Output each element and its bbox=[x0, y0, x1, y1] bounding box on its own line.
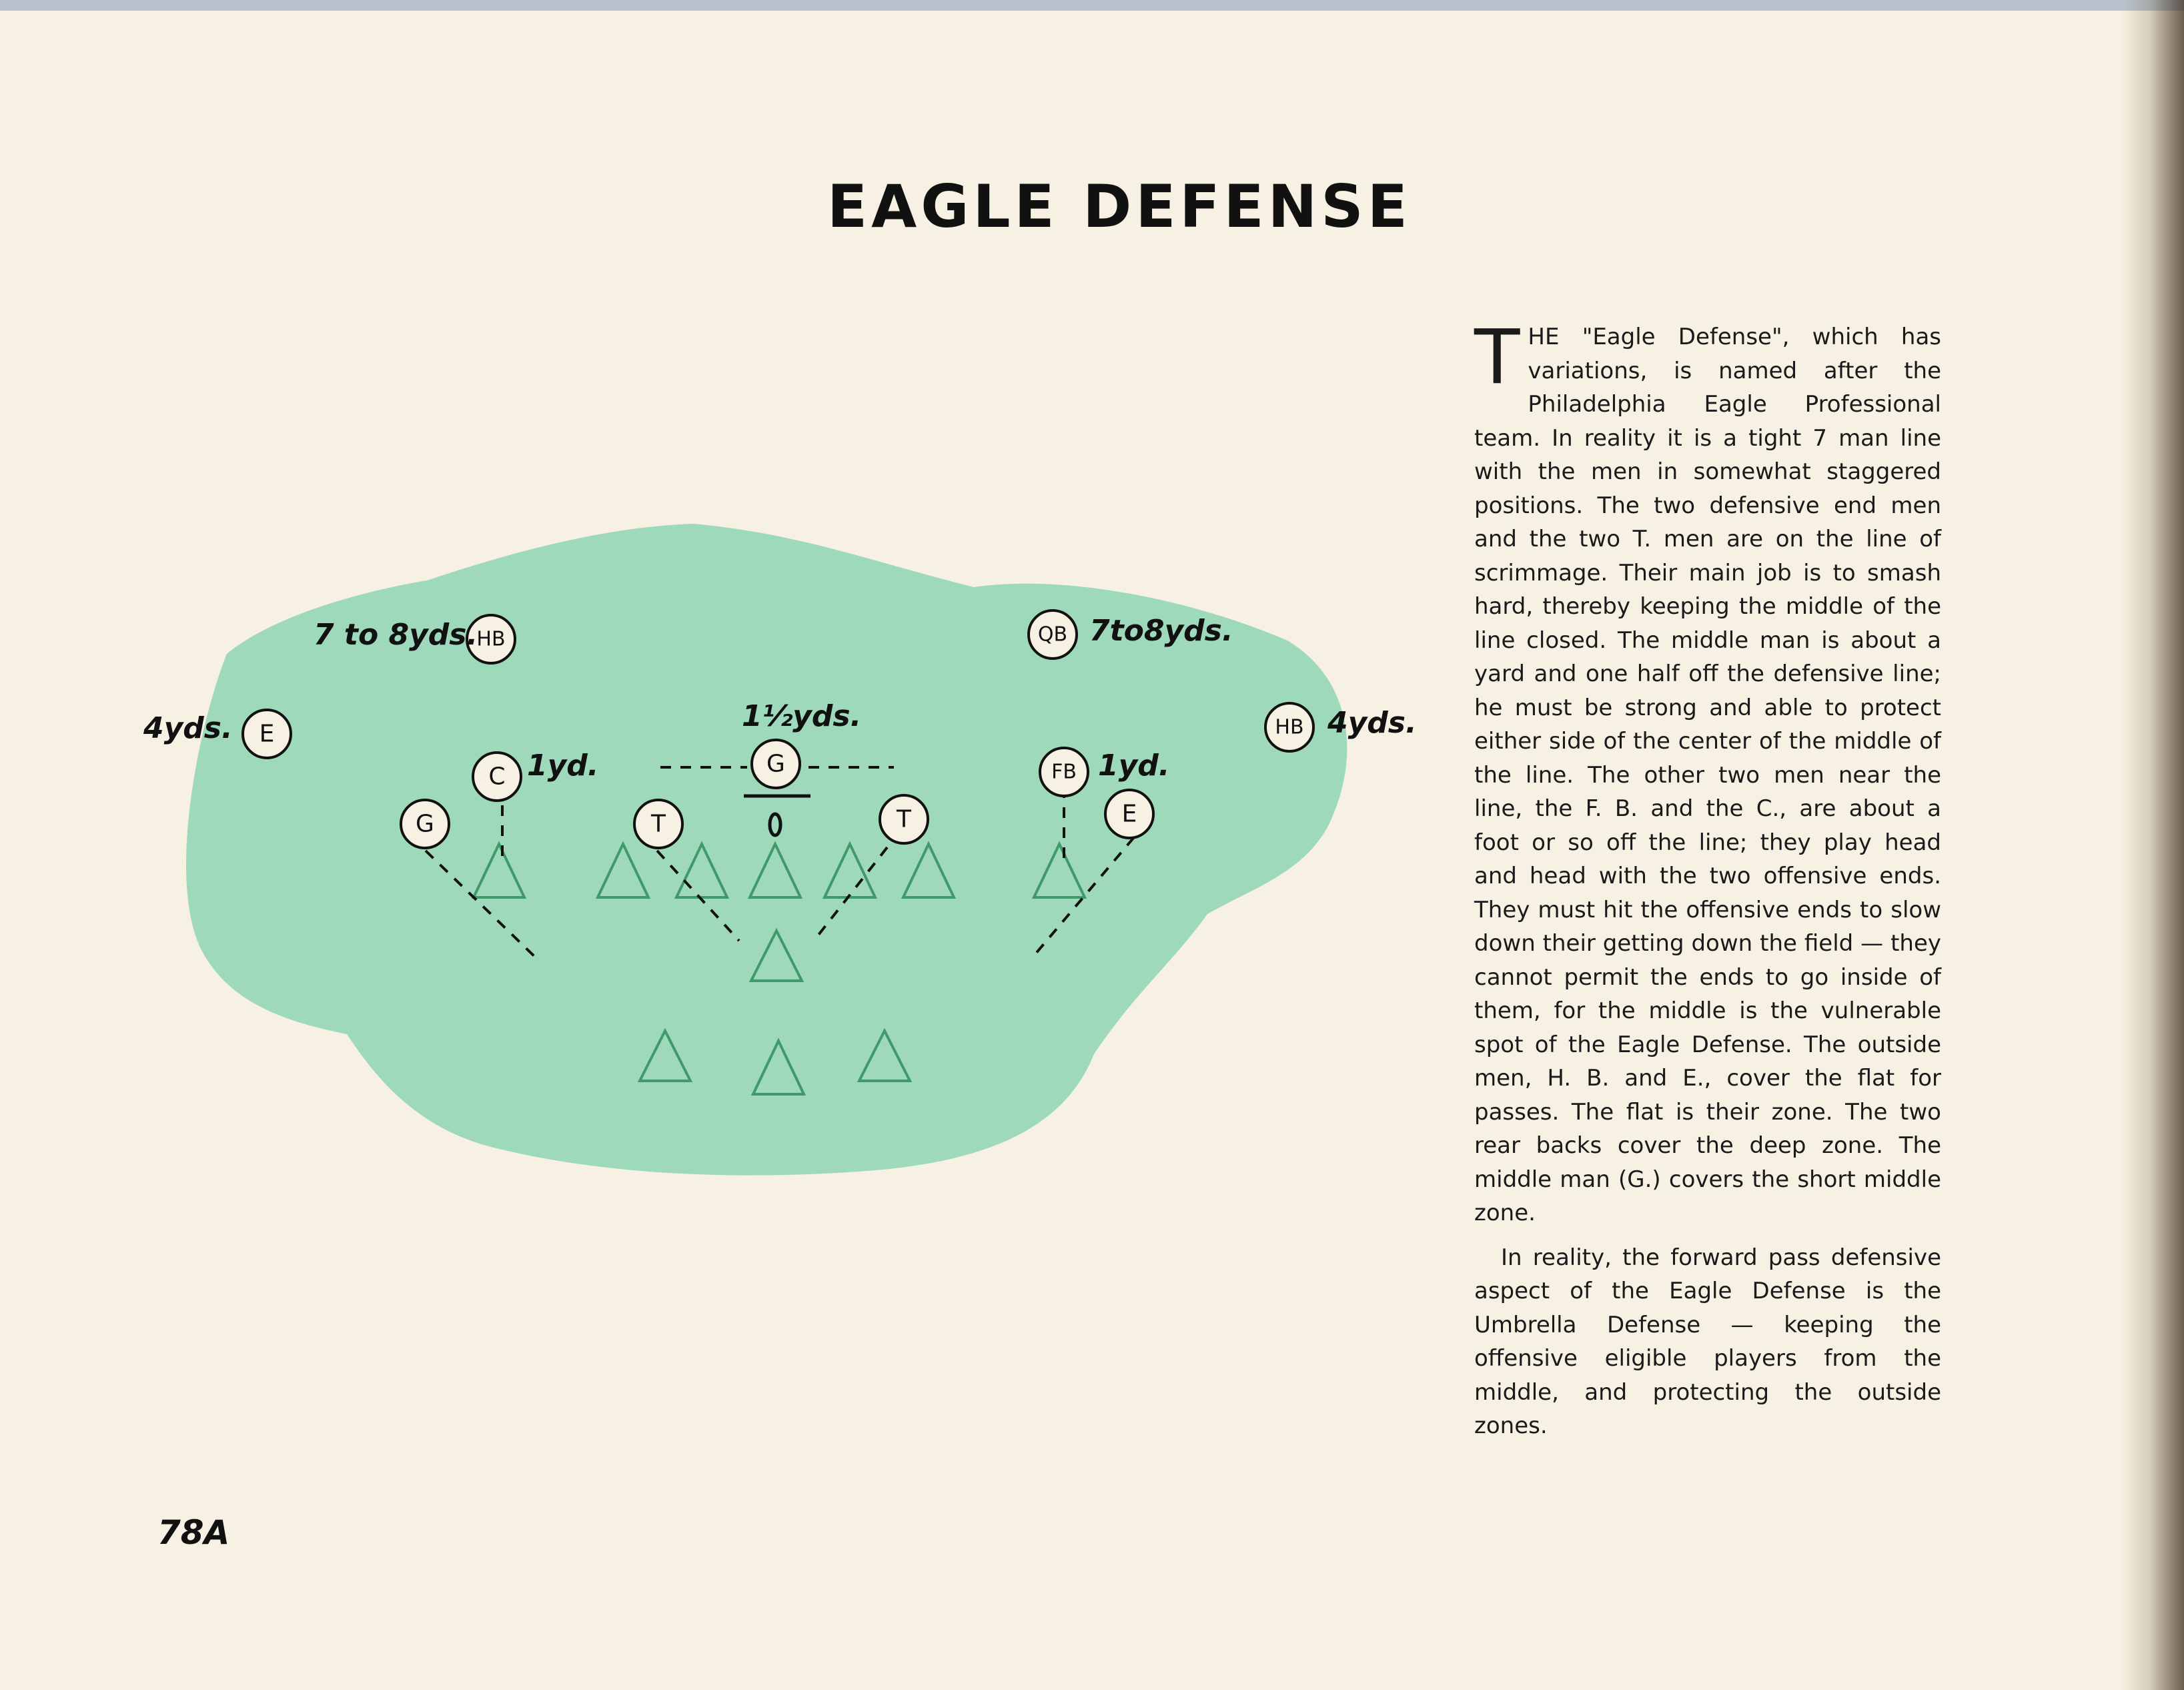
distance-label-left-hb: 7 to 8yds. bbox=[314, 618, 478, 652]
player-label: E bbox=[259, 720, 275, 748]
defense-player-left-g bbox=[401, 800, 449, 848]
article-paragraph-text: In reality, the forward pass defensive aspect of the Eagle Defense is the Umbrella Defense — keeping the offensive eligible players from the middle, and protecting the outside zones. bbox=[1474, 1244, 1941, 1439]
page-title: EAGLE DEFENSE bbox=[827, 172, 1412, 241]
distance-label-qb: 7to8yds. bbox=[1089, 614, 1233, 648]
defense-player-fb bbox=[1040, 748, 1088, 796]
player-label: HB bbox=[1275, 715, 1304, 739]
eagle-defense-diagram bbox=[0, 0, 1468, 1201]
article-paragraph-text: HE "Eagle Defense", which has variations, is named after the Philadelphia Eagle Professional team. In reality it is a tight 7 man line with the men in somewhat staggered positions. The two defensive end men and the two T. men are on the line of scrimmage. Their main job is to smash hard, thereby keeping the middle of the line closed. The middle man is about a yard and one half off the defensive line; he must be strong and able to protect either side of the center of the middle of the line. The other two men near the line, the F. B. and the C., are about a foot or so off the line; they play head and head with the two offensive ends. They must hit the offensive ends to slow down their getting down the field — they cannot permit the ends to go inside of them, for the middle is the vulnerable spot of the Eagle Defense. The outside men, H. B. and E., cover the flat for passes. The flat is their zone. The two rear backs cover the deep zone. The middle man (G.) covers the short middle zone. bbox=[1474, 324, 1941, 1226]
distance-label-c: 1yd. bbox=[527, 749, 599, 783]
article-paragraph bbox=[1474, 314, 1941, 1230]
defense-player-qb bbox=[1029, 610, 1077, 659]
player-label: E bbox=[1121, 800, 1137, 828]
article-body bbox=[1474, 314, 1941, 1454]
player-label: C bbox=[488, 763, 506, 791]
player-label: T bbox=[897, 805, 911, 833]
distance-label-middle-g: 1½yds. bbox=[742, 699, 862, 733]
distance-label-right-hb: 4yds. bbox=[1327, 706, 1417, 740]
player-label: QB bbox=[1037, 622, 1068, 647]
defense-player-right-t bbox=[880, 795, 928, 843]
player-label: T bbox=[651, 810, 666, 838]
defense-player-c bbox=[473, 753, 521, 801]
book-spine-shadow bbox=[2121, 0, 2184, 1690]
defense-player-right-e bbox=[1105, 790, 1153, 838]
defense-player-left-e bbox=[243, 710, 291, 758]
player-label: HB bbox=[476, 627, 506, 651]
player-label: G bbox=[766, 750, 785, 778]
defense-player-left-t bbox=[634, 800, 682, 848]
page-number: 78A bbox=[157, 1513, 230, 1552]
player-label: FB bbox=[1051, 760, 1077, 784]
drop-cap: T bbox=[1474, 314, 1520, 401]
defense-player-middle-g bbox=[752, 740, 800, 788]
distance-label-fb: 1yd. bbox=[1098, 749, 1170, 783]
player-label: G bbox=[416, 810, 434, 838]
defense-player-right-hb bbox=[1265, 703, 1313, 751]
distance-label-left-e: 4yds. bbox=[143, 711, 233, 745]
